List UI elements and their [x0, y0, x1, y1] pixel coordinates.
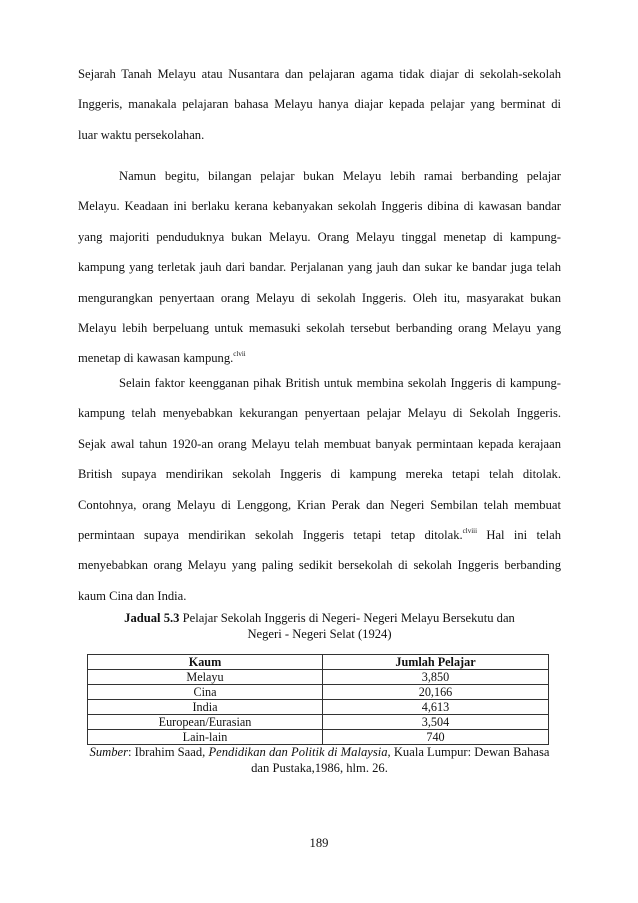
- text-fragment: permintaan supaya mendirikan sekolah Inggeris tetapi tetap ditolak.: [78, 528, 463, 543]
- table-header-row: [88, 655, 549, 670]
- text-line: Sejak awal tahun 1920-an orang Melayu telah membuat banyak permintaan kepada kerajaan: [78, 436, 561, 451]
- text-line: Melayu lebih berpeluang untuk memasuki sekolah tersebut berbanding orang Melayu yang: [78, 321, 561, 336]
- cell-jumlah: 740: [323, 730, 549, 745]
- source-line: dan Pustaka,1986, hlm. 26.: [251, 761, 388, 775]
- data-table: [87, 654, 549, 745]
- table-row: [88, 715, 549, 730]
- cell-kaum: India: [88, 700, 323, 715]
- text-line: Sejarah Tanah Melayu atau Nusantara dan pelajaran agama tidak diajar di sekolah-sekolah: [78, 67, 561, 81]
- text-line: Melayu. Keadaan ini berlaku kerana kebanyakan sekolah Inggeris dibina di kawasan bandar: [78, 199, 561, 214]
- cell-jumlah: 4,613: [323, 700, 549, 715]
- header-kaum: Kaum: [88, 655, 323, 670]
- cell-jumlah: 20,166: [323, 685, 549, 700]
- text-line: Contohnya, orang Melayu di Lenggong, Krian Perak dan Negeri Sembilan telah membuat: [78, 497, 561, 512]
- cell-jumlah: 3,850: [323, 670, 549, 685]
- text-line: Inggeris, manakala pelajaran bahasa Melayu hanya diajar kepada pelajar yang berminat di: [78, 97, 561, 112]
- text-line: menyebabkan orang Melayu yang paling sedikit bersekolah di sekolah Inggeris berbanding: [78, 558, 561, 573]
- caption-label: Jadual 5.3: [124, 611, 180, 625]
- table-row: [88, 730, 549, 745]
- text-line: kaum Cina dan India.: [78, 588, 187, 603]
- text-line: mengurangkan penyertaan orang Melayu di sekolah Inggeris. Oleh itu, masyarakat bukan: [78, 290, 561, 305]
- text-line: kampung yang terletak jauh dari bandar. Perjalanan yang jauh dan sukar ke bandar juga telah: [78, 260, 561, 275]
- text-line: British supaya mendirikan sekolah Inggeris di kampung mereka tetapi telah ditolak.: [78, 467, 561, 482]
- cell-kaum: European/Eurasian: [88, 715, 323, 730]
- footnote-ref: clvii: [233, 350, 246, 359]
- text-line: kampung telah menyebabkan kekurangan penyertaan pelajar Melayu di Sekolah Inggeris.: [78, 406, 561, 421]
- cell-kaum: Melayu: [88, 670, 323, 685]
- cell-jumlah: 3,504: [323, 715, 549, 730]
- text-line: luar waktu persekolahan.: [78, 127, 205, 142]
- table-source: [78, 744, 561, 776]
- paragraph-1: [78, 59, 561, 150]
- table-caption: [78, 610, 561, 642]
- page-number: 189: [309, 836, 329, 850]
- text-line: Namun begitu, bilangan pelajar bukan Melayu lebih ramai berbanding pelajar: [119, 169, 561, 183]
- footnote-ref: clviii: [462, 527, 478, 536]
- cell-kaum: Lain-lain: [88, 730, 323, 745]
- caption-line: Negeri - Negeri Selat (1924): [247, 627, 392, 641]
- text-line: Selain faktor keengganan pihak British untuk membina sekolah Inggeris di kampung-: [119, 376, 561, 390]
- table-row: [88, 670, 549, 685]
- text-line: yang majoriti penduduknya bukan Melayu. Orang Melayu tinggal menetap di kampung-: [78, 229, 561, 244]
- paragraph-2: [78, 161, 561, 374]
- text-fragment: Hal ini telah: [477, 528, 561, 543]
- source-label: Sumber: [89, 745, 128, 759]
- text-fragment: menetap di kawasan kampung.: [78, 351, 234, 366]
- table-row: [88, 700, 549, 715]
- cell-kaum: Cina: [88, 685, 323, 700]
- paragraph-3: [78, 368, 561, 611]
- header-jumlah: Jumlah Pelajar: [323, 655, 549, 670]
- source-line: [78, 744, 561, 760]
- source-author: : Ibrahim Saad,: [128, 745, 209, 759]
- source-title: Pendidikan dan Politik di Malaysia,: [208, 745, 391, 759]
- source-publisher: Kuala Lumpur: Dewan Bahasa: [390, 745, 550, 759]
- caption-text: Pelajar Sekolah Inggeris di Negeri- Negeri Melayu Bersekutu dan: [179, 611, 515, 625]
- table-row: [88, 685, 549, 700]
- text-line: [78, 520, 561, 550]
- caption-line: [78, 610, 561, 626]
